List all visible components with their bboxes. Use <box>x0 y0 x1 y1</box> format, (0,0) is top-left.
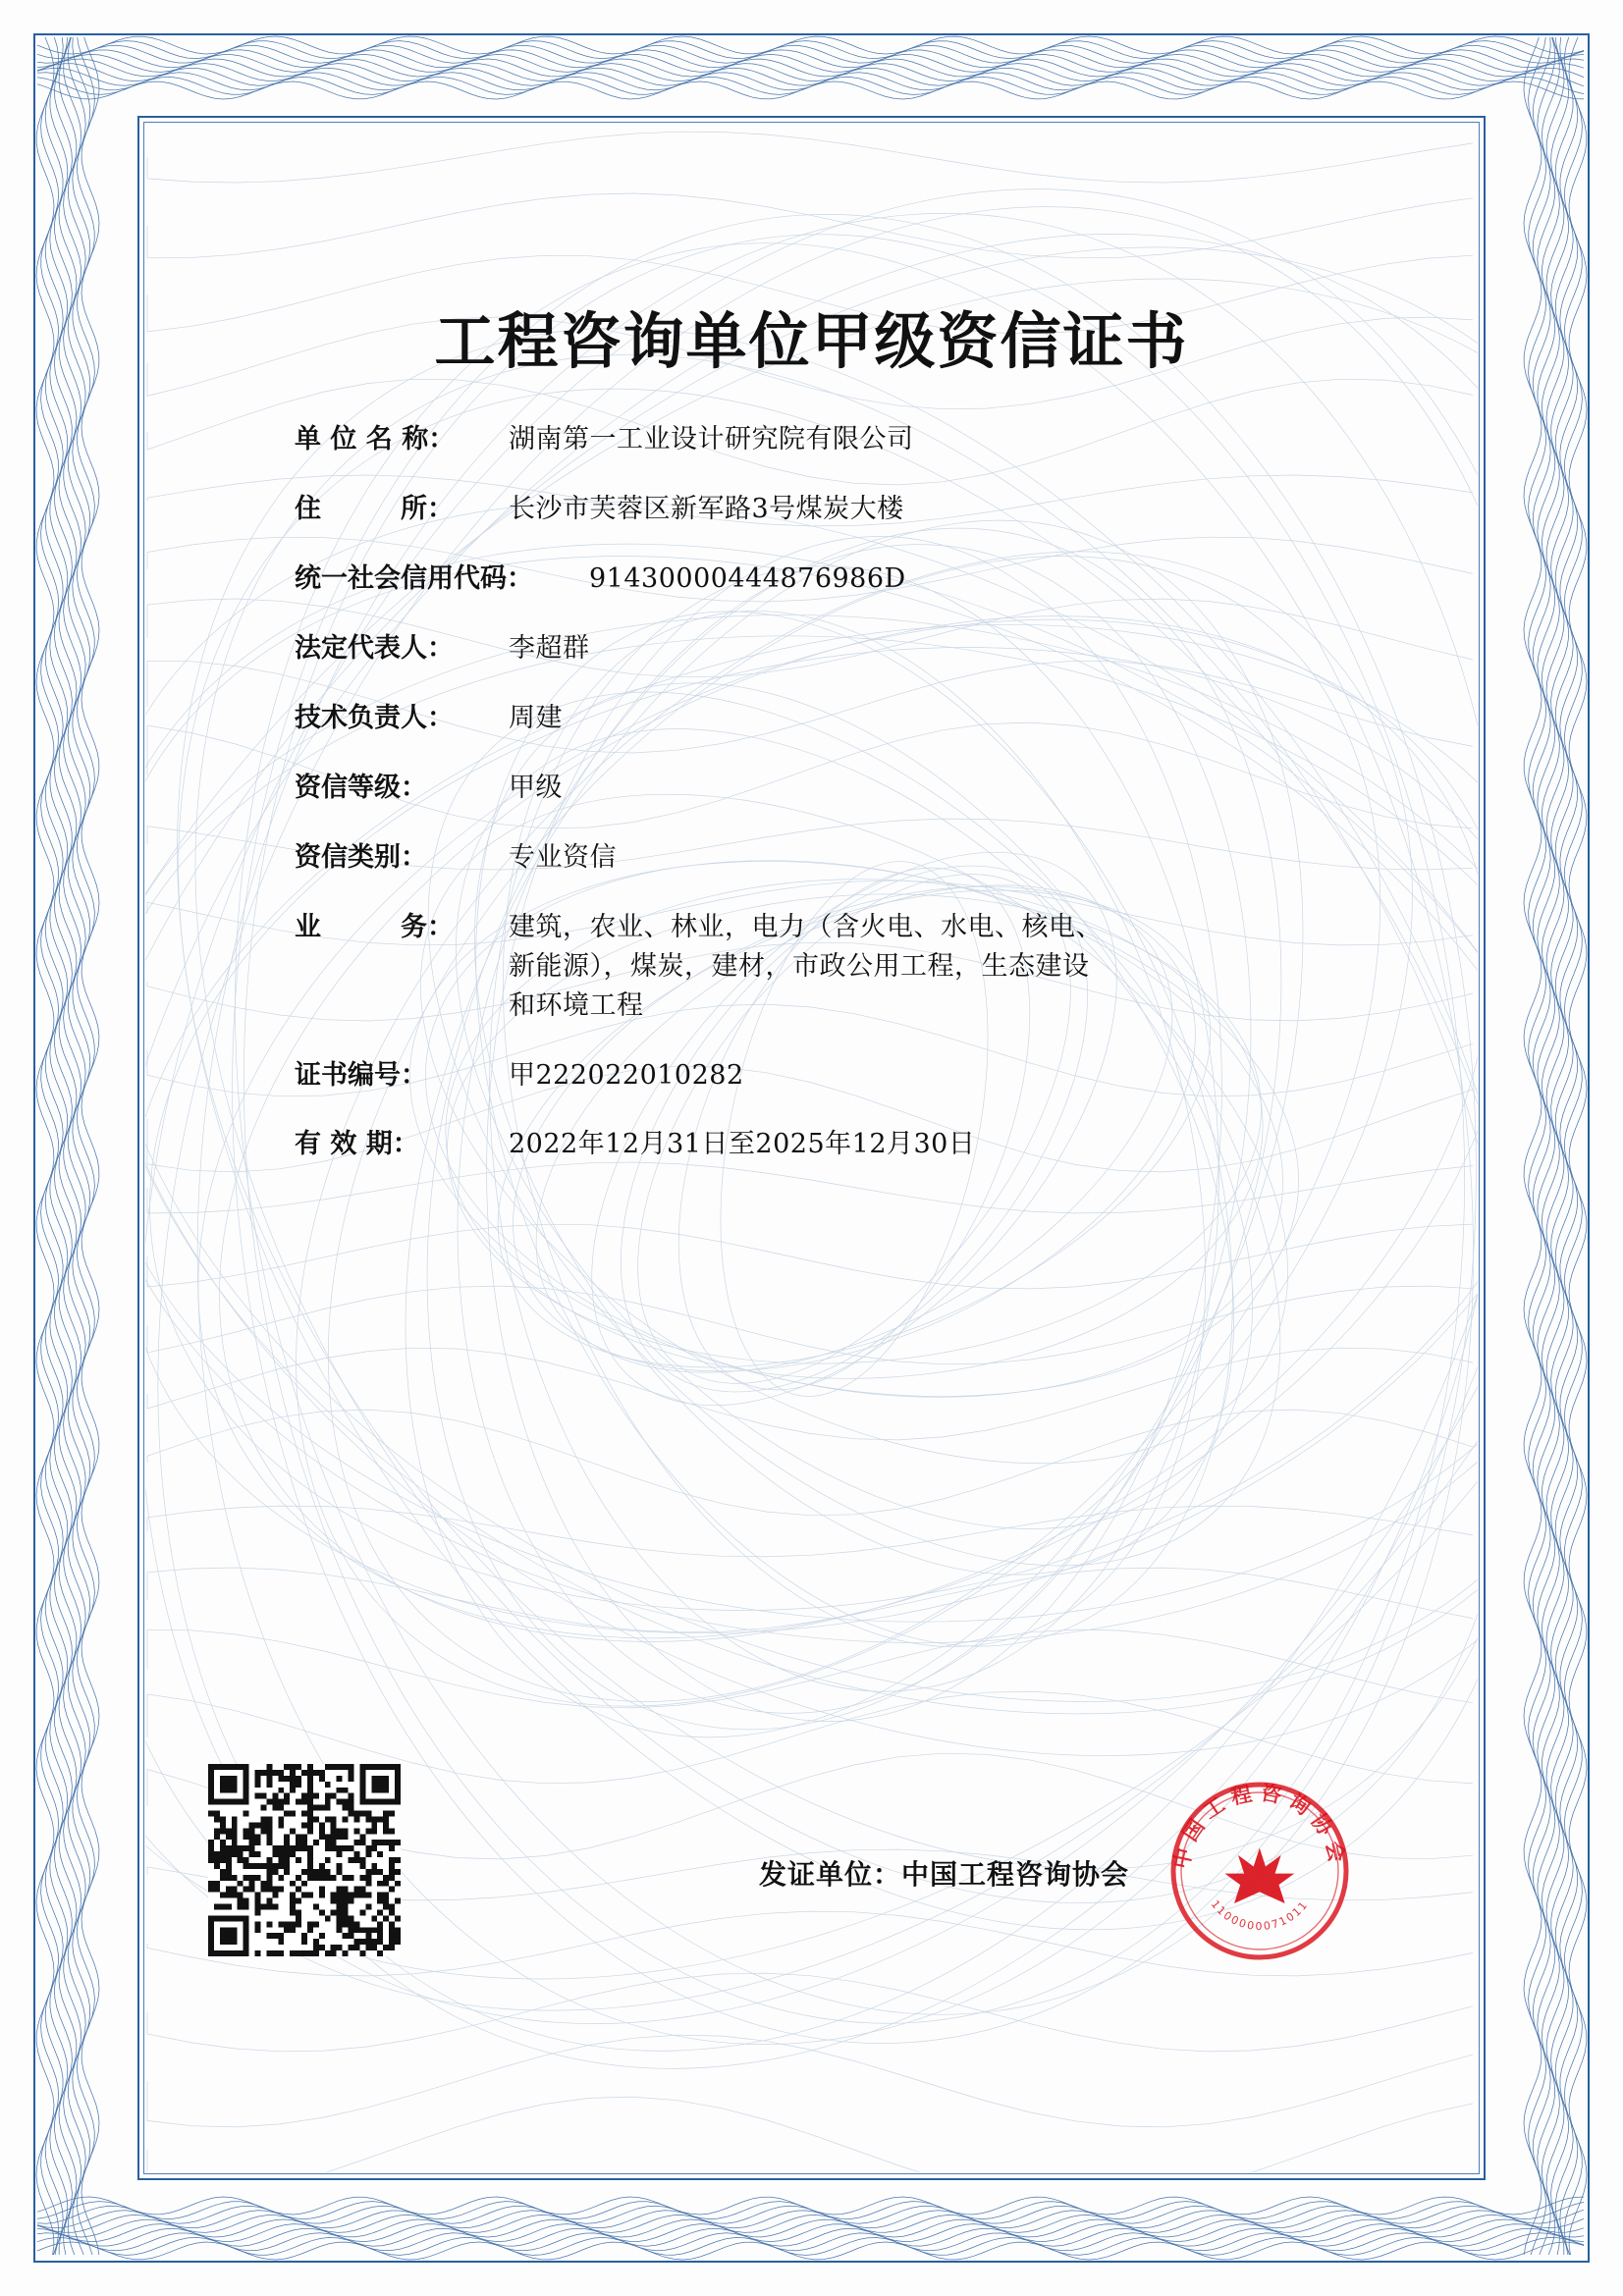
business-scope-label: 业 务： <box>295 911 454 942</box>
technical-director-value: 周建 <box>509 702 563 733</box>
field-row-certificate-number <box>295 1056 1407 1095</box>
svg-text:1100000071011: 1100000071011 <box>1208 1897 1312 1933</box>
field-row-validity-period <box>295 1125 1407 1164</box>
field-row-business-scope <box>295 908 1407 1026</box>
svg-text:中国工程咨询协会: 中国工程咨询协会 <box>1168 1780 1351 1871</box>
page-title: 工程咨询单位甲级资信证书 <box>434 305 1189 377</box>
official-seal <box>1162 1773 1358 1969</box>
legal-representative-label: 法定代表人： <box>295 632 454 664</box>
technical-director-label: 技术负责人： <box>295 702 454 733</box>
unit-name-value: 湖南第一工业设计研究院有限公司 <box>509 424 914 454</box>
address-label: 住 所： <box>295 493 454 524</box>
credit-code-value: 91430000444876986D <box>589 562 906 594</box>
business-scope-value: 建筑，农业、林业，电力（含火电、水电、核电、新能源），煤炭，建材，市政公用工程，生态建设和环境工程 <box>509 911 1103 1021</box>
field-row-credit-category <box>295 838 1407 878</box>
certificate-content <box>147 126 1476 2170</box>
field-row-credit-grade <box>295 769 1407 808</box>
credit-code-label: 统一社会信用代码： <box>295 562 533 594</box>
field-row-address <box>295 490 1407 529</box>
field-row-credit-code <box>295 560 1407 599</box>
field-row-legal-representative <box>295 629 1407 668</box>
address-value: 长沙市芙蓉区新军路3号煤炭大楼 <box>509 493 904 524</box>
field-row-unit-name <box>295 420 1407 459</box>
unit-name-label: 单 位 名 称： <box>295 424 456 454</box>
credit-category-value: 专业资信 <box>509 841 617 873</box>
credit-grade-label: 资信等级： <box>295 772 427 803</box>
certificate-number-label: 证书编号： <box>295 1059 427 1091</box>
field-row-technical-director <box>295 699 1407 738</box>
field-list <box>295 420 1407 1195</box>
issuer-line: 发证单位：中国工程咨询协会 <box>758 1858 1129 1891</box>
validity-period-label: 有 效 期： <box>295 1129 419 1160</box>
legal-representative-value: 李超群 <box>509 632 590 664</box>
certificate-number-value: 甲222022010282 <box>509 1059 744 1091</box>
validity-period-value: 2022年12月31日至2025年12月30日 <box>509 1129 976 1160</box>
qr-code-image <box>208 1764 401 1956</box>
credit-grade-value: 甲级 <box>509 772 563 803</box>
qr-code <box>208 1764 401 1956</box>
credit-category-label: 资信类别： <box>295 841 427 873</box>
